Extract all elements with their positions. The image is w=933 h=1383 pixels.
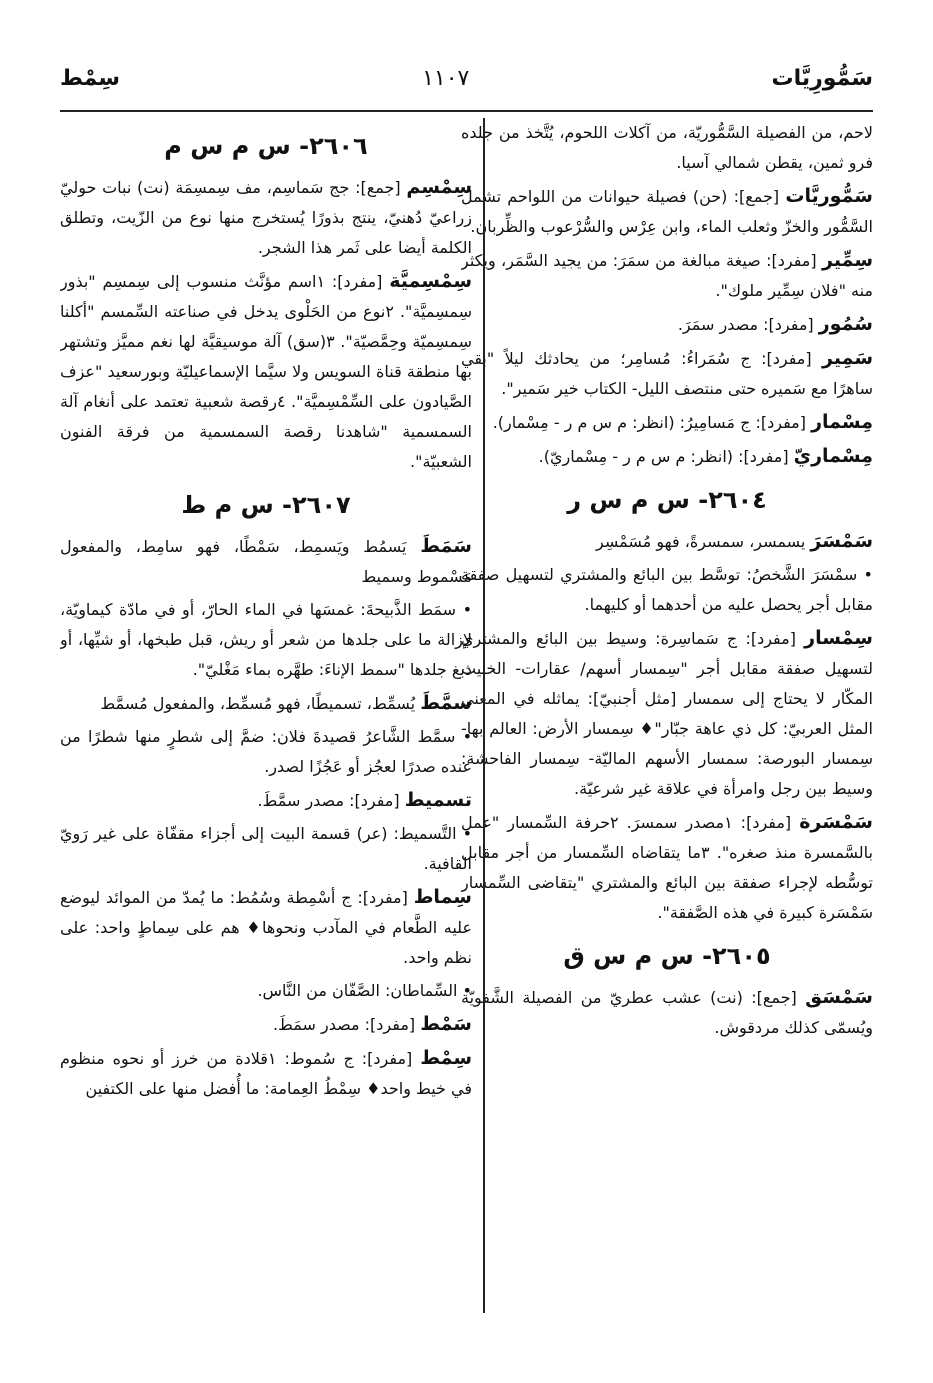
- entry-text: • سمَّط الشَّاعرُ قصيدةَ فلان: ضمَّ إلى شطرٍ منها شطرًا من عنده صدرًا لعجُز أو عَجُزًا لصدر.: [60, 727, 472, 776]
- headword: سَمِير: [822, 347, 873, 369]
- headword: تسميط: [404, 789, 472, 811]
- entry-definition: [مفرد]: (انظر: م س م ر - مِسْماريّ).: [538, 447, 794, 466]
- dictionary-entry: [461, 441, 873, 472]
- headword: سِمْسِم: [406, 176, 472, 198]
- entry-definition: [مفرد]: صيغة مبالغة من سمَرَ: من يجيد السَّمَر، ويكثر منه "فلان سِمِّير ملوك".: [461, 251, 873, 300]
- headword: سَمْسَق: [805, 986, 873, 1008]
- headword: سِمِّير: [822, 249, 873, 271]
- headword: سِمْط: [420, 1047, 472, 1069]
- left-column: [60, 118, 472, 1323]
- headword: سِماط: [413, 886, 472, 908]
- header-right-word: سَمُّورِيَّات: [771, 65, 873, 91]
- headword: سَمُّوريَّات: [785, 185, 873, 207]
- section-title: ٢٦٠٤- س م س ر: [567, 486, 767, 514]
- dictionary-entry: [60, 785, 472, 816]
- entry-definition: [مفرد]: ج سُمَراءُ: مُسامِر؛ من يحادثك ليلاً "بقي ساهرًا مع سَميره حتى منتصف الليل- الكتاب خير سَمير".: [461, 349, 873, 398]
- headword: سِمْسار: [804, 627, 873, 649]
- entry-text: • سمَط الذَّبيحةَ: غمسَها في الماء الحارّ، أو في مادّة كيماويّة، لإزالة ما على جلدها من شعر أو ريش، قبل طبخها، أو شيِّها، أو دبغ جلدها "سمط الإناءَ: طهَّره بماء مَغْليّ".: [60, 600, 472, 679]
- section-title: ٢٦٠٥- س م س ق: [563, 942, 771, 970]
- page-header: [60, 58, 873, 98]
- dictionary-entry: [461, 526, 873, 557]
- dictionary-entry: [461, 623, 873, 804]
- entry-definition: [جمع]: (نت) عشب عطريّ من الفصيلة الشَّفويّة ويُسمّى كذلك مردقوش.: [461, 988, 873, 1037]
- header-rule: [60, 110, 873, 112]
- page-number: ١١٠٧: [422, 65, 470, 91]
- header-left-word: سِمْط: [60, 65, 120, 91]
- dictionary-entry: [461, 807, 873, 928]
- right-column: [461, 118, 873, 1323]
- headword: سُمُور: [818, 313, 873, 335]
- entry-definition: يُسمِّط، تسميطًا، فهو مُسمِّط، والمفعول مُسمَّط: [100, 694, 421, 713]
- dictionary-entry: [60, 882, 472, 973]
- entry-definition: [مفرد]: مصدر سمَرَ.: [677, 315, 819, 334]
- dictionary-entry: [461, 407, 873, 438]
- headword: سمَّطَ: [420, 692, 472, 714]
- entry-definition: [مفرد]: ج أسْمِطة وسُمُط: ما يُمدّ من الموائد ليوضع عليه الطَّعام في المآدب ونحوها♦ هم على سِماطٍ واحد: على نظم واحد.: [60, 888, 472, 967]
- entry-definition: يسمسر، سمسرةً، فهو مُسَمْسِر: [596, 532, 811, 551]
- headword: سَمْط: [420, 1013, 472, 1035]
- section-title: ٢٦٠٧- س م ط: [181, 491, 351, 519]
- entry-definition: يَسمُط ويَسمِط، سَمْطًا، فهو سامِط، والمفعول مَسْموط وسميط: [60, 537, 472, 586]
- entry-definition: [مفرد]: ١مصدر سمسرَ. ٢حرفة السِّمسار "عمل بالسَّمسرة منذ صغره". ٣ما يتقاضاه السِّمسار من أجر مقابل توسُّطه لإجراء صفقة بين البائع والمشتري "يتقاضى السِّمسار سَمْسَرة كبيرة في هذه الصَّفقة".: [461, 813, 873, 922]
- entry-text: • السِّماطان: الصَّفّان من النَّاس.: [257, 981, 472, 1000]
- column-divider: [483, 118, 485, 1313]
- headword: مِسْمار: [811, 411, 873, 433]
- dictionary-entry: [461, 343, 873, 404]
- dictionary-entry: [60, 1009, 472, 1040]
- entry-text: • سمْسَرَ الشَّخصُ: توسَّط بين البائع والمشتري لتسهيل صفقة مقابل أجر يحصل عليه من أحدهما أو كليهما.: [461, 565, 873, 614]
- entry-definition: [جمع]: جج سَماسِم، مف سِمسِمَة (نت) نبات حوليّ زراعيّ دُهنيّ، ينتج بذورًا يُستخرج منها نوع من الزّيت، وتطلق الكلمة أيضا على ثَمر هذا الشجر.: [60, 178, 472, 257]
- entry-definition: [مفرد]: ج مَسامِيرُ: (انظر: م س م ر - مِسْمار).: [492, 413, 812, 432]
- section-title: ٢٦٠٦- س م س م: [164, 132, 368, 160]
- entry-text: لاحم، من الفصيلة السَّمُّوريّة، من آكلات اللحوم، يُتَّخذ من جلده فرو ثمين، يقطن شمالي آسيا.: [461, 123, 873, 172]
- entry-definition: [مفرد]: ١اسم مؤنَّث منسوب إلى سِمسِم "بذور سِمسِميَّة". ٢نوع من الحَلْوى يدخل في صناعته السِّمسم "أكلنا سِمسِميّة وحِمَّصيّة". ٣(سق) آلة موسيقيَّة لها نغم مميَّز وتشتهر بها منطقة قناة السويس ولا سيَّما الإسماعيليّة وبورسعيد "عزف الصَّيادون على السِّمْسِميَّة". ٤رقصة شعبية تعتمد على أنغام آلة السمسمية "شاهدنا رقصة السمسمية من فرقة الفنون الشعبيّة".: [60, 272, 472, 471]
- headword: مِسْماريّ: [793, 445, 873, 467]
- dictionary-entry: [60, 531, 472, 592]
- headword: سَمْسَرة: [799, 811, 873, 833]
- headword: سَمَطَ: [420, 535, 472, 557]
- entry-text: • التَّسميط: (عر) قسمة البيت إلى أجزاء مقفّاة على غير رَويّ القافية.: [60, 824, 472, 873]
- entry-definition: [جمع]: (حن) فصيلة حيوانات من اللواحم تشمل السَّمُّور والخزّ وثعلب الماء، وابن عِرْس والسُّرْعوب والظِّربان.: [461, 187, 873, 236]
- dictionary-entry: [60, 1043, 472, 1104]
- dictionary-entry: [461, 245, 873, 306]
- dictionary-entry: [461, 982, 873, 1043]
- dictionary-entry: [461, 309, 873, 340]
- dictionary-entry: [60, 688, 472, 719]
- entry-definition: [مفرد]: مصدر سمَّطَ.: [257, 791, 405, 810]
- entry-definition: [مفرد]: مصدر سمَطَ.: [272, 1015, 421, 1034]
- entry-definition: [مفرد]: ج سُموط: ١قلادة من خرز أو نحوه منظوم في خيط واحد♦ سِمْطُ العِمامة: ما أُفضل منها على الكتفين: [60, 1049, 472, 1098]
- entry-definition: [مفرد]: ج سَماسِرة: وسيط بين البائع والمشتري لتسهيل صفقة مقابل أجر "سِمسار أسهم/ عقارات- الخبيث المكّار لا يحتاج إلى سمسار [مثل أجنبيّ]: يماثله في المعنى المثل العربيّ: كل ذي عاهة جبّار"♦ سِمسار الأرض: العالم بها- سِمسار البورصة: سمسار الأسهم الماليّة- سِمسار الفاحشة: وسيط بين رجل وامرأة في علاقة غير شرعيّة.: [461, 629, 873, 798]
- dictionary-entry: [461, 181, 873, 242]
- dictionary-entry: [60, 172, 472, 263]
- headword: سِمْسِميَّة: [389, 270, 472, 292]
- dictionary-entry: [60, 266, 472, 477]
- headword: سَمْسَرَ: [810, 530, 873, 552]
